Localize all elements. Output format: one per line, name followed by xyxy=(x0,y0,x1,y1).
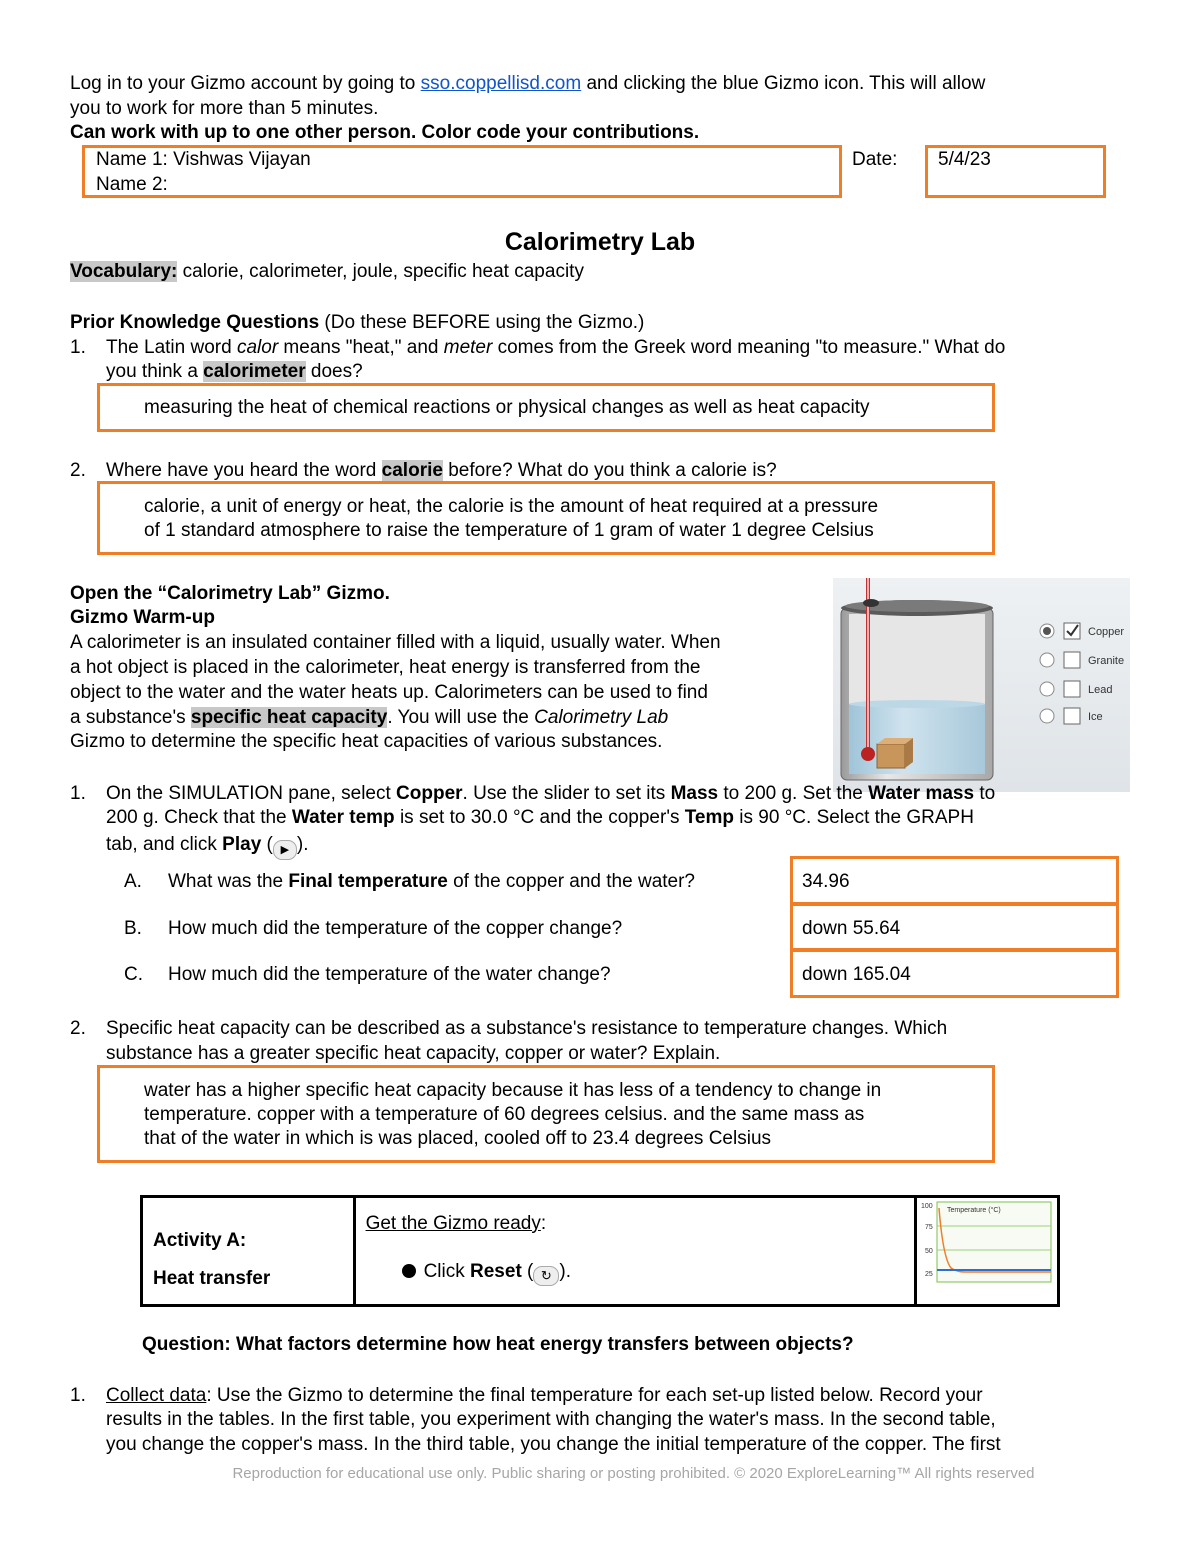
tick-75: 75 xyxy=(925,1224,933,1231)
warmup-paragraph-1: A calorimeter is an insulated container filled with a liquid, usually water. When xyxy=(70,632,721,653)
warmup-paragraph-4: a substance's specific heat capacity. You will use the Calorimetry Lab xyxy=(70,707,669,728)
prior-answer-2-line-1[interactable]: calorie, a unit of energy or heat, the calorie is the amount of heat required at a pressure xyxy=(144,496,879,517)
activity-graph-cell xyxy=(916,1197,1059,1306)
graph-title: Temperature (°C) xyxy=(947,1207,1001,1214)
coppell-sso-link[interactable]: sso.coppellisd.com xyxy=(420,73,582,94)
sub-b-letter: B. xyxy=(124,918,142,939)
temperature-graph-thumbnail xyxy=(917,1198,1055,1298)
warmup-answer-2-line-3[interactable]: that of the water in which is was placed, cooled off to 23.4 degrees Celsius xyxy=(144,1128,772,1149)
collaboration-note: Can work with up to one other person. Color code your contributions. xyxy=(70,122,700,143)
tick-50: 50 xyxy=(925,1248,933,1255)
name-1-field[interactable]: Name 1: Vishwas Vijayan xyxy=(96,149,311,170)
sub-c-letter: C. xyxy=(124,964,143,985)
warmup-heading: Gizmo Warm-up xyxy=(70,607,215,628)
activity-question: Question: What factors determine how heat energy transfers between objects? xyxy=(142,1334,854,1355)
activity-a-table xyxy=(140,1195,1060,1307)
intro-line-1: Log in to your Gizmo account by going to sso.coppellisd.com and clicking the blue Gizmo icon. This will allow xyxy=(70,73,986,94)
play-icon: ▶ xyxy=(273,840,297,860)
warmup-q1-number: 1. xyxy=(70,783,86,804)
collect-line-1: Collect data: Use the Gizmo to determine the final temperature for each set-up listed below. Record your xyxy=(106,1385,983,1406)
get-ready-heading: Get the Gizmo ready: xyxy=(365,1213,547,1234)
image-overlap xyxy=(833,780,1130,792)
warmup-paragraph-5: Gizmo to determine the specific heat capacities of various substances. xyxy=(70,731,663,752)
sub-a-answer[interactable]: 34.96 xyxy=(802,871,850,892)
warmup-q2-number: 2. xyxy=(70,1018,86,1039)
option-copper[interactable]: Copper xyxy=(1088,626,1125,638)
page-title: Calorimetry Lab xyxy=(504,228,696,256)
calorimeter-illustration xyxy=(833,578,1130,792)
copyright-footer: Reproduction for educational use only. Public sharing or posting prohibited. © 2020 ExploreLearning™ All rights reserved xyxy=(232,1465,1035,1482)
activity-topic: Heat transfer xyxy=(153,1268,271,1289)
prior-q1-line-2: you think a calorimeter does? xyxy=(106,361,363,382)
activity-label-cell xyxy=(142,1197,355,1306)
bullet xyxy=(402,1264,416,1278)
warmup-answer-2-line-1[interactable]: water has a higher specific heat capacity because it has less of a tendency to change in xyxy=(144,1080,882,1101)
warmup-paragraph-3: object to the water and the water heats up. Calorimeters can be used to find xyxy=(70,682,708,703)
warmup-q2-line-1: Specific heat capacity can be described as a substance's resistance to temperature changes. Which xyxy=(106,1018,948,1039)
sub-c-answer[interactable]: down 165.04 xyxy=(802,964,911,985)
sub-c-question: How much did the temperature of the water change? xyxy=(168,964,611,985)
prior-q2-text: Where have you heard the word calorie before? What do you think a calorie is? xyxy=(106,460,777,481)
reset-instruction: Click Reset ( ↻ ). xyxy=(366,1260,914,1286)
prior-answer-1[interactable]: measuring the heat of chemical reactions or physical changes as well as heat capacity xyxy=(144,397,870,418)
collect-number: 1. xyxy=(70,1385,86,1406)
date-label: Date: xyxy=(852,149,898,170)
tick-100: 100 xyxy=(921,1203,933,1210)
calorimeter-image xyxy=(833,578,1130,792)
sub-b-answer[interactable]: down 55.64 xyxy=(802,918,901,939)
sub-a-letter: A. xyxy=(124,871,142,892)
reset-icon: ↻ xyxy=(533,1266,559,1286)
open-gizmo-instruction: Open the “Calorimetry Lab” Gizmo. xyxy=(70,583,390,604)
collect-line-2: results in the tables. In the first table, you experiment with changing the water's mass. In the second table, xyxy=(106,1409,996,1430)
date-field[interactable]: 5/4/23 xyxy=(938,149,991,170)
warmup-q1-line-1: On the SIMULATION pane, select Copper. Use the slider to set its Mass to 200 g. Set the Water mass to xyxy=(106,783,996,804)
tick-25: 25 xyxy=(925,1271,933,1278)
name-2-field[interactable]: Name 2: xyxy=(96,174,168,195)
option-ice[interactable]: Ice xyxy=(1088,711,1103,723)
intro-line-2: you to work for more than 5 minutes. xyxy=(70,98,379,119)
activity-instructions-cell xyxy=(354,1197,915,1306)
collect-line-3: you change the copper's mass. In the third table, you change the initial temperature of the copper. The first xyxy=(106,1434,1001,1455)
warmup-q2-line-2: substance has a greater specific heat capacity, copper or water? Explain. xyxy=(106,1043,721,1064)
prior-q2-number: 2. xyxy=(70,460,86,481)
warmup-q1-line-3: tab, and click Play ( ▶ ). xyxy=(106,833,308,860)
option-lead[interactable]: Lead xyxy=(1088,684,1113,696)
warmup-answer-2-line-2[interactable]: temperature. copper with a temperature of 60 degrees celsius. and the same mass as xyxy=(144,1104,865,1125)
sub-a-question: What was the Final temperature of the copper and the water? xyxy=(168,871,695,892)
option-granite[interactable]: Granite xyxy=(1088,655,1125,667)
sub-b-question: How much did the temperature of the copper change? xyxy=(168,918,623,939)
warmup-q1-line-2: 200 g. Check that the Water temp is set to 30.0 °C and the copper's Temp is 90 °C. Select the GRAPH xyxy=(106,807,974,828)
prior-knowledge-heading: Prior Knowledge Questions (Do these BEFORE using the Gizmo.) xyxy=(70,312,645,333)
prior-answer-2-line-2[interactable]: of 1 standard atmosphere to raise the temperature of 1 gram of water 1 degree Celsius xyxy=(144,520,874,541)
prior-q1-line-1: The Latin word calor means "heat," and meter comes from the Greek word meaning "to measure." What do xyxy=(106,337,1006,358)
warmup-paragraph-2: a hot object is placed in the calorimeter, heat energy is transferred from the xyxy=(70,657,701,678)
activity-label: Activity A: xyxy=(153,1230,247,1251)
vocabulary: Vocabulary: calorie, calorimeter, joule, specific heat capacity xyxy=(70,261,584,282)
prior-q1-number: 1. xyxy=(70,337,86,358)
